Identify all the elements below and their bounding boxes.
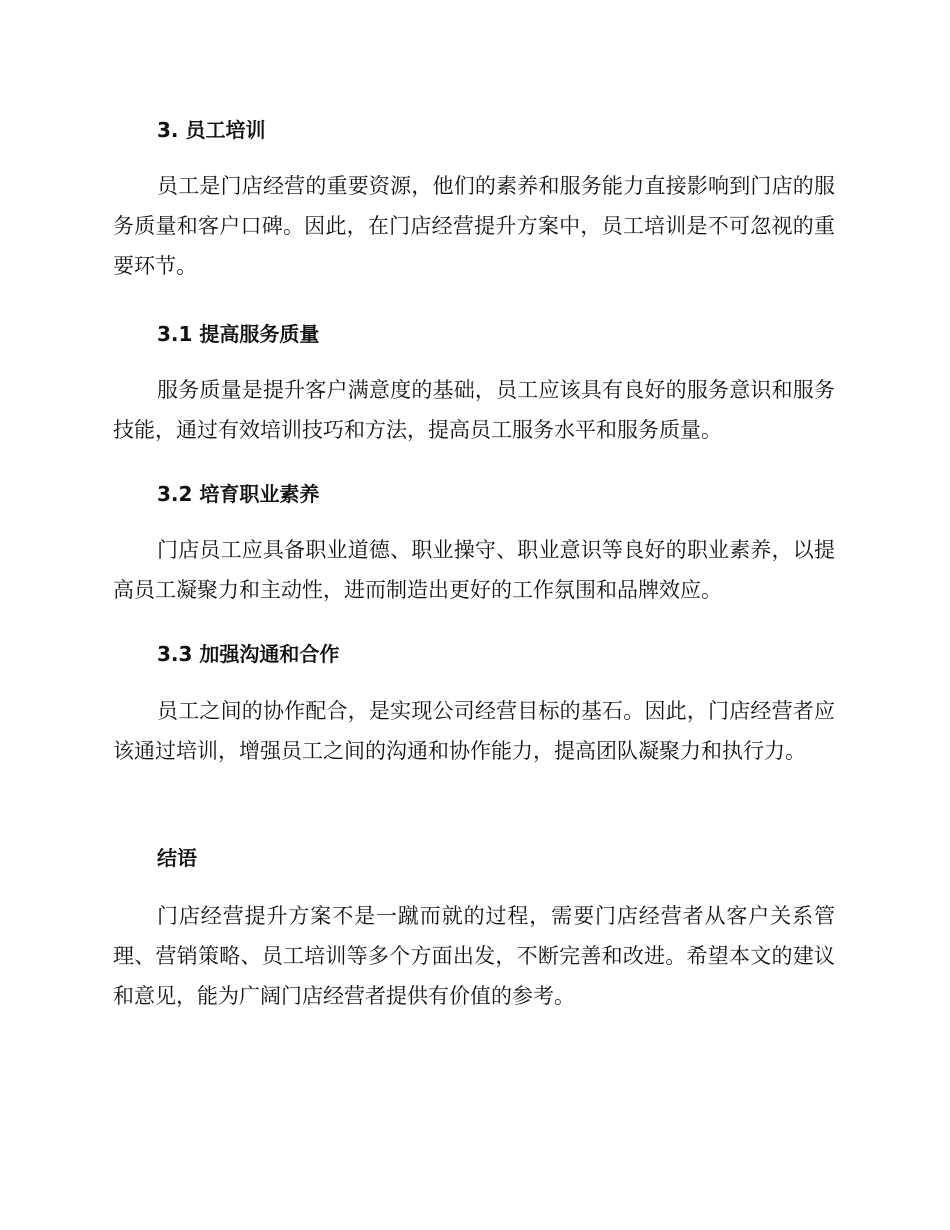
conclusion-heading: 结语 <box>157 846 197 870</box>
section-paragraph-3-1: 服务质量是提升客户满意度的基础，员工应该具有良好的服务意识和服务技能，通过有效培训技巧和方法，提高员工服务水平和服务质量。 <box>113 378 835 442</box>
section-paragraph-3-2: 门店员工应具备职业道德、职业操守、职业意识等良好的职业素养，以提高员工凝聚力和主动性，进而制造出更好的工作氛围和品牌效应。 <box>113 538 835 602</box>
section-heading-3-1: 3.1 提高服务质量 <box>157 322 320 346</box>
section-heading-3-3: 3.3 加强沟通和合作 <box>157 642 340 666</box>
section-paragraph-3: 员工是门店经营的重要资源，他们的素养和服务能力直接影响到门店的服务质量和客户口碑。因此，在门店经营提升方案中，员工培训是不可忽视的重要环节。 <box>113 174 835 278</box>
section-heading-3: 3. 员工培训 <box>157 118 266 142</box>
section-paragraph-3-3: 员工之间的协作配合，是实现公司经营目标的基石。因此，门店经营者应该通过培训，增强员工之间的沟通和协作能力，提高团队凝聚力和执行力。 <box>113 699 835 763</box>
section-heading-3-2: 3.2 培育职业素养 <box>157 482 320 506</box>
conclusion-paragraph: 门店经营提升方案不是一蹴而就的过程，需要门店经营者从客户关系管理、营销策略、员工培训等多个方面出发，不断完善和改进。希望本文的建议和意见，能为广阔门店经营者提供有价值的参考。 <box>113 904 835 1008</box>
